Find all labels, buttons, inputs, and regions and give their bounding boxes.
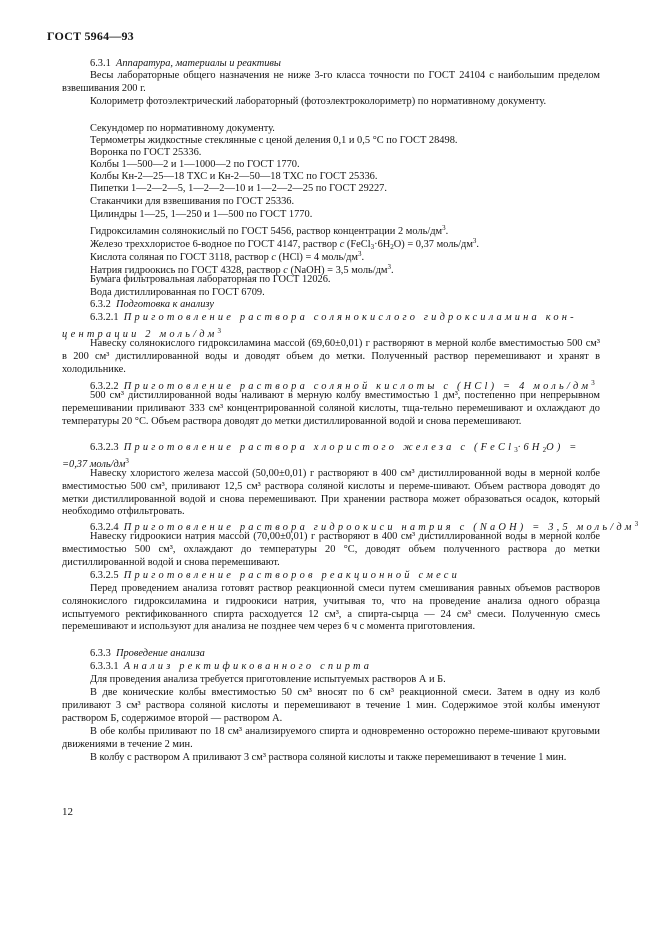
equipment-scales: Весы лабораторные общего назначения не ниже 3-го класса точности по ГОСТ 24104 с наибольшим пределом взвешивания 200 г. <box>62 70 600 94</box>
paragraph-6-3-3-1-a: Для проведения анализа требуется приготовление испытуемых растворов А и Б. <box>90 674 446 685</box>
reagent-distilled-water: Вода дистиллированная по ГОСТ 6709. <box>90 287 265 298</box>
reagent-sodium-hydroxide: Натрия гидроокись по ГОСТ 4328, раствор с (NaOH) = 3,5 моль/$дм^3$. <box>90 263 394 276</box>
equipment-pipettes: Пипетки 1—2—2—5, 1—2—2—10 и 1—2—2—25 по ГОСТ 29227. <box>90 183 387 194</box>
section-6-3-2-4-heading: 6.3.2.4 Приготовление раствора гидроокиси натрия с (NaOH) = 3,5 моль/$дм^3$ <box>90 520 639 533</box>
page-number: 12 <box>62 806 73 818</box>
paragraph-6-3-3-1-b: В две конические колбы вместимостью 50 см³ вносят по 6 см³ реакционной смеси. Затем в одну из колб приливают 3 см³ раствора соляной кислоты и перемешивают в течение 1 мин. Содержимое этой колбы именуют раствором Б, содержимое второй — раствором А. <box>62 687 600 724</box>
section-6-3-1-title: Аппаратура, материалы и реактивы <box>115 58 281 69</box>
section-6-3-2-1-heading: 6.3.2.1 Приготовление раствора солянокислого гидроксиламина кон- <box>90 312 577 323</box>
reagent-hydroxylamine: Гидроксиламин солянокислый по ГОСТ 5456, раствор концентрации 2 моль/$дм^3$. <box>90 224 449 237</box>
reagent-filter-paper: Бумага фильтровальная лабораторная по ГОСТ 12026. <box>90 274 331 285</box>
equipment-stopwatch: Секундомер по нормативному документу. <box>90 123 275 134</box>
section-6-3-2-heading: 6.3.2 Подготовка к анализу <box>90 299 214 310</box>
equipment-thermometers: Термометры жидкостные стеклянные с ценой деления 0,1 и 0,5 °С по ГОСТ 28498. <box>90 135 458 146</box>
paragraph-6-3-3-1-d: В колбу с раствором А приливают 3 см³ раствора соляной кислоты и также перемешивают в течение 1 мин. <box>90 752 567 763</box>
section-6-3-2-1-heading-cont: центрации 2 моль/$дм^3$ <box>62 327 221 340</box>
section-6-3-1-heading: 6.3.1 Аппаратура, материалы и реактивы <box>90 58 281 69</box>
section-6-3-2-3-heading-cont: =0,37 моль/$дм^3$ <box>62 457 129 470</box>
section-6-3-3-heading: 6.3.3 Проведение анализа <box>90 648 205 659</box>
section-6-3-2-2-heading: 6.3.2.2 Приготовление раствора соляной кислоты с (HCl) = 4 моль/$дм^3$ <box>90 379 595 392</box>
reagent-hydrochloric-acid: Кислота соляная по ГОСТ 3118, раствор с (HCl) = 4 моль/$дм^3$. <box>90 250 365 263</box>
reagent-iron-chloride: Железо треххлористое 6-водное по ГОСТ 4147, раствор с $(FeCl_3\cdot 6H_2O) = 0,37$ моль/$дм^3$. <box>90 237 479 251</box>
equipment-flasks-1: Колбы 1—500—2 и 1—1000—2 по ГОСТ 1770. <box>90 159 300 170</box>
document-header: ГОСТ 5964—93 <box>47 29 134 43</box>
equipment-colorimeter: Колориметр фотоэлектрический лабораторный (фотоэлектроколориметр) по нормативному документу. <box>90 96 547 107</box>
section-6-3-3-title: Проведение анализа <box>115 648 205 659</box>
paragraph-6-3-2-3: Навеску хлористого железа массой (50,00±0,01) г растворяют в 400 см³ дистиллированной воды в мерной колбе вместимостью 500 см³, приливают 12,5 см³ раствора соляной кислоты и переме-шивают. Объем раствора доводят до метки дистиллированной водой и снова перемешивают. При хранении раствора может образоваться осадок, который необходимо отфильтровать. <box>62 468 600 518</box>
section-6-3-2-title: Подготовка к анализу <box>115 299 214 310</box>
equipment-weighing-cups: Стаканчики для взвешивания по ГОСТ 25336. <box>90 196 295 207</box>
paragraph-6-3-2-5: Перед проведением анализа готовят раствор реакционной смеси путем смешивания равных объемов растворов солянокислого гидроксиламина и гидроокиси натрия, учитывая то, что на проведение анализа одного образца испытуемого ректификованного спирта расходуется 12 см³, а спирта-сырца — 24 см³ смеси. Полученную смесь перемешивают и используют для анализа не позднее чем через 6 ч с момента приготовления. <box>62 583 600 633</box>
section-6-3-3-1-heading: 6.3.3.1 Анализ ректификованного спирта <box>90 661 373 672</box>
paragraph-6-3-3-1-c: В обе колбы приливают по 18 см³ анализируемого спирта и одновременно осторожно переме-шивают круговыми движениями в течение 2 мин. <box>62 726 600 750</box>
equipment-funnel: Воронка по ГОСТ 25336. <box>90 147 202 158</box>
section-6-3-2-5-heading: 6.3.2.5 Приготовление растворов реакционной смеси <box>90 570 461 581</box>
paragraph-6-3-2-2: 500 см³ дистиллированной воды наливают в мерную колбу вместимостью 1 дм³, постепенно при непрерывном перемешивании приливают 333 см³ концентрированной соляной кислоты, тща-тельно перемешивают и охлаждают до температуры 20 °С. Объем раствора доводят до метки дистиллированной водой и снова перемешивают. <box>62 390 600 427</box>
paragraph-6-3-2-4: Навеску гидроокиси натрия массой (70,00±0,01) г растворяют в 400 см³ дистиллированной воды в мерной колбе вместимостью 500 см³, охлаждают до температуры 20 °С, доводят объем полученного раствора до метки дистиллированной водой и снова перемешивают. <box>62 531 600 568</box>
paragraph-6-3-2-1: Навеску солянокислого гидроксиламина массой (69,60±0,01) г растворяют в мерной колбе вместимостью 500 см³ в 200 см³ дистиллированной воды и доводят объем до метки. Полученный раствор перемешивают и хранят в холодильнике. <box>62 338 600 375</box>
equipment-cylinders: Цилиндры 1—25, 1—250 и 1—500 по ГОСТ 1770. <box>90 209 313 220</box>
section-6-3-2-3-heading: 6.3.2.3 Приготовление раствора хлористого железа с $(FeCl_3\cdot 6H_2O)$ = <box>90 442 580 454</box>
equipment-flasks-2: Колбы Кн-2—25—18 ТХС и Кн-2—50—18 ТХС по ГОСТ 25336. <box>90 171 378 182</box>
